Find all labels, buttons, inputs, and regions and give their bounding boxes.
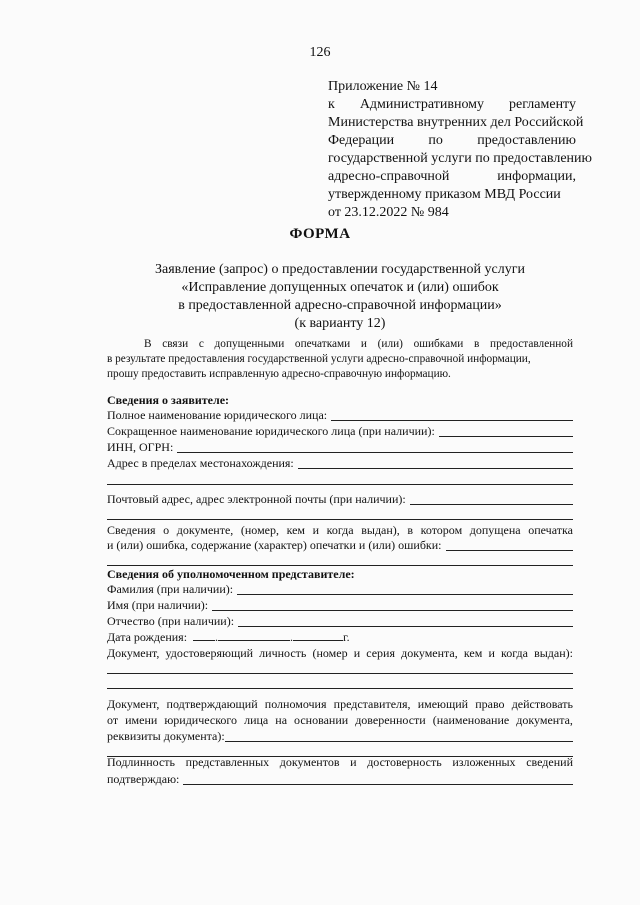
field-label: и (или) ошибка, содержание (характер) опечатки и (или) ошибки: [107, 538, 442, 552]
word: к [328, 97, 335, 112]
word: выдан): [534, 646, 573, 660]
surname-field[interactable] [107, 582, 573, 597]
fill-line[interactable] [107, 565, 573, 566]
word: документа, [401, 646, 458, 660]
fill-line[interactable] [212, 599, 573, 611]
field-label: Имя (при наличии): [107, 598, 209, 612]
confirmation-signature-field[interactable] [107, 772, 573, 787]
word: Административному [359, 97, 485, 112]
fill-line[interactable] [107, 688, 573, 689]
word: представителя, [333, 697, 411, 711]
representative-section [107, 567, 573, 757]
confirmation-text [107, 755, 573, 770]
word: о [163, 523, 170, 537]
word: основании [294, 713, 349, 727]
page-number: 126 [309, 45, 331, 60]
short-name-field[interactable] [107, 424, 573, 439]
appendix-line [328, 96, 576, 114]
word: Сведения [107, 523, 156, 537]
word: сведений [526, 755, 573, 769]
fill-line[interactable] [331, 409, 573, 421]
field-label: Дата рождения: [107, 630, 188, 644]
word: изложенных [452, 755, 516, 769]
word: Документ, [107, 646, 160, 660]
intro-line: В связи с допущенными опечатками и (или) ошибками в предоставленной [144, 338, 573, 350]
word: документе, [176, 523, 234, 537]
word: полномочия [264, 697, 327, 711]
year-suffix: г. [343, 630, 350, 644]
word: предоставлению [477, 133, 576, 148]
birth-year-line[interactable] [293, 630, 343, 641]
fill-line[interactable] [177, 441, 573, 453]
fill-line[interactable] [107, 484, 573, 485]
patronymic-field[interactable] [107, 614, 573, 629]
confirmation-section [107, 755, 573, 788]
title-line: в предоставленной адресно-справочной информации» [178, 298, 502, 313]
field-label: реквизиты документа): [107, 729, 225, 743]
representative-heading: Сведения об уполномоченном представителе: [107, 567, 355, 581]
word: право [475, 697, 505, 711]
word: (наименование [432, 713, 510, 727]
appendix-line: государственной услуги по предоставлению [328, 151, 592, 166]
appendix-line [328, 132, 576, 150]
document-info-field-line2[interactable] [107, 538, 573, 553]
word: котором [420, 523, 463, 537]
word: имени [125, 713, 158, 727]
title-line: Заявление (запрос) о предоставлении государственной услуги [155, 262, 525, 277]
address-field[interactable] [107, 456, 573, 471]
word: подтверждающий [166, 697, 258, 711]
word: личность [259, 646, 307, 660]
field-label: Отчество (при наличии): [107, 614, 235, 628]
field-label: Полное наименование юридического лица: [107, 408, 328, 422]
word: удостоверяющий [165, 646, 254, 660]
word: серия [366, 646, 395, 660]
word: Федерации [328, 133, 395, 148]
word: допущена [469, 523, 521, 537]
full-name-field[interactable] [107, 408, 573, 423]
birth-month-line[interactable] [218, 630, 290, 641]
title-line: «Исправление допущенных опечаток и (или) ошибок [181, 280, 499, 295]
word: и [353, 646, 361, 660]
word: (номер, [240, 523, 279, 537]
appendix-line: Министерства внутренних дел Российской [328, 115, 584, 130]
word: регламенту [509, 97, 576, 112]
field-label: ИНН, ОГРН: [107, 440, 174, 454]
intro-paragraph [107, 337, 573, 382]
word: кем [463, 646, 483, 660]
word: представленных [185, 755, 270, 769]
word: и [312, 523, 320, 537]
word: информации, [497, 169, 576, 184]
appendix-line: утвержденному приказом МВД России [328, 187, 561, 202]
word: кем [286, 523, 306, 537]
word: имеющий [417, 697, 469, 711]
appendix-line: Приложение № 14 [328, 79, 438, 94]
field-label: подтверждаю: [107, 772, 180, 786]
word: на [275, 713, 288, 727]
word: по [428, 133, 443, 148]
applicant-section [107, 393, 573, 566]
fill-line[interactable] [107, 673, 573, 674]
intro-line: в результате предоставления государственной услуги адресно-справочной информации, [107, 353, 531, 365]
appendix-block [328, 78, 592, 222]
birth-date-field[interactable]: Дата рождения: . . г. [107, 630, 350, 644]
fill-line[interactable] [237, 583, 573, 595]
title-line: (к варианту 12) [294, 316, 386, 331]
word: Документ, [107, 697, 160, 711]
inn-ogrn-field[interactable] [107, 440, 573, 455]
name-field[interactable] [107, 598, 573, 613]
field-label: Адрес в пределах местонахождения: [107, 456, 294, 470]
word: документа, [516, 713, 573, 727]
fill-line[interactable] [238, 615, 573, 627]
word: действовать [511, 697, 573, 711]
word: когда [326, 523, 354, 537]
fill-line[interactable] [298, 457, 573, 469]
word: и [350, 755, 357, 769]
word: адресно-справочной [328, 169, 450, 184]
form-heading: ФОРМА [289, 226, 351, 242]
word: в [407, 523, 414, 537]
fill-line[interactable] [410, 493, 573, 505]
postal-address-field[interactable] [107, 492, 573, 507]
applicant-heading: Сведения о заявителе: [107, 393, 230, 407]
fill-line[interactable] [446, 539, 573, 551]
word: юридического [164, 713, 238, 727]
appendix-line: от 23.12.2022 № 984 [328, 205, 449, 220]
word: доверенности [355, 713, 426, 727]
fill-line[interactable] [439, 425, 573, 437]
word: достоверность [367, 755, 442, 769]
fill-line[interactable] [107, 519, 573, 520]
word: (номер [312, 646, 348, 660]
field-label: Фамилия (при наличии): [107, 582, 234, 596]
word: Подлинность [107, 755, 176, 769]
word: опечатка [528, 523, 573, 537]
fill-line[interactable] [183, 773, 573, 785]
field-label: Сокращенное наименование юридического лица (при наличии): [107, 424, 435, 438]
birth-day-line[interactable] [193, 630, 215, 641]
word: и [488, 646, 495, 660]
document-title [100, 261, 580, 333]
word: документов [279, 755, 340, 769]
authority-document-field [107, 697, 573, 712]
fill-line[interactable] [225, 730, 573, 742]
authority-document-line2 [107, 713, 573, 728]
word: лица [244, 713, 269, 727]
authority-document-line3[interactable] [107, 729, 573, 744]
id-document-field [107, 646, 573, 661]
field-label: Почтовый адрес, адрес электронной почты (при наличии): [107, 492, 406, 506]
word: выдан), [361, 523, 400, 537]
document-info-field [107, 523, 573, 538]
appendix-line [328, 168, 576, 186]
word: от [107, 713, 119, 727]
intro-line: прошу предоставить исправленную адресно-справочную информацию. [107, 368, 451, 380]
word: когда [500, 646, 528, 660]
